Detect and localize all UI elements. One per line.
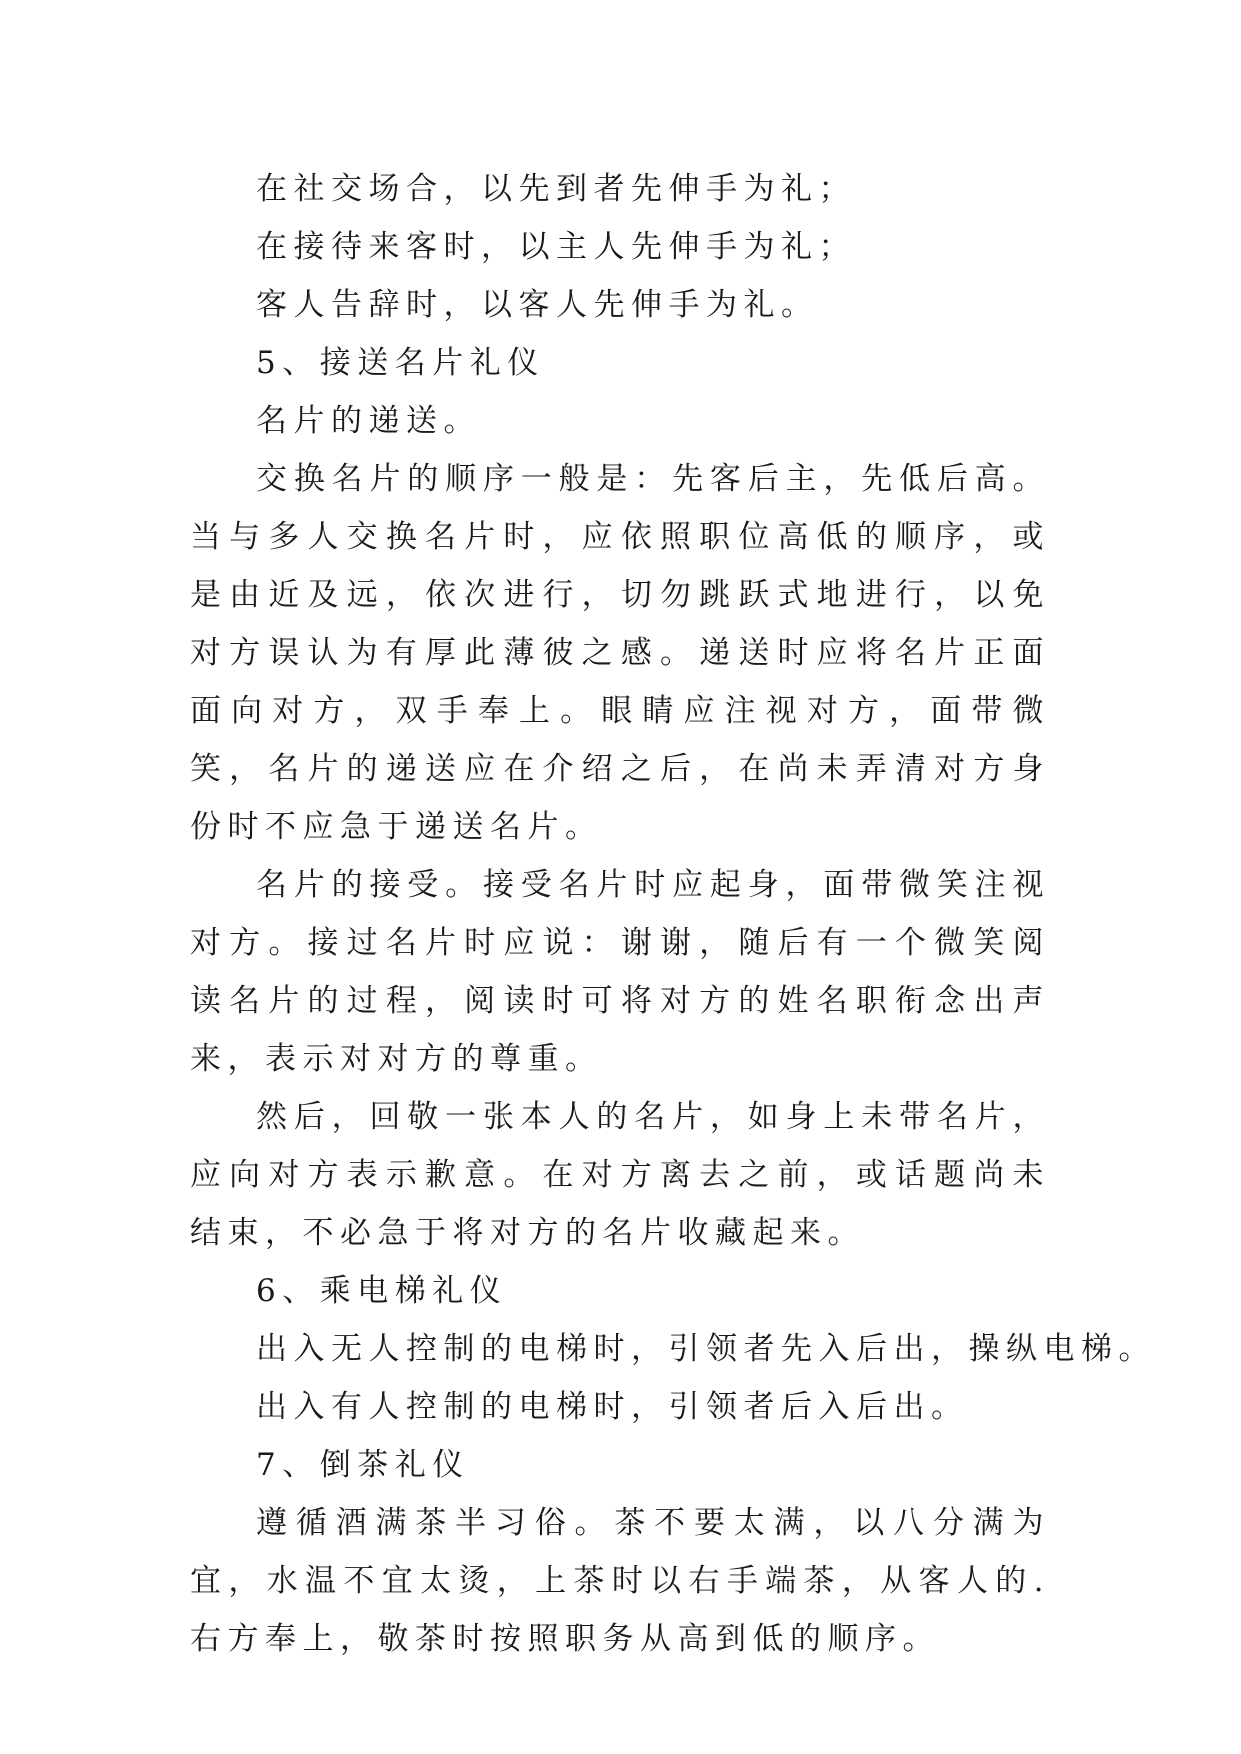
paragraph-card-receive: 名片的接受。接受名片时应起身，面带微笑注视对方。接过名片时应说：谢谢，随后有一个微笑阅读名片的过程，阅读时可将对方的姓名职衔念出声来，表示对对方的尊重。 [190,867,1050,1077]
paragraph-tea: 遵循酒满茶半习俗。茶不要太满，以八分满为宜，水温不宜太烫，上茶时以右手端茶，从客人的.右方奉上，敬茶时按照职务从高到低的顺序。 [190,1505,1050,1657]
paragraph-card-return: 然后，回敬一张本人的名片，如身上未带名片，应向对方表示歉意。在对方离去之前，或话题尚未结束，不必急于将对方的名片收藏起来。 [190,1099,1050,1251]
paragraph-card-exchange: 交换名片的顺序一般是：先客后主，先低后高。当与多人交换名片时，应依照职位高低的顺序，或是由近及远，依次进行，切勿跳跃式地进行，以免对方误认为有厚此薄彼之感。递送时应将名片正面面向对方，双手奉上。眼睛应注视对方，面带微笑，名片的递送应在介绍之后，在尚未弄清对方身份时不应急于递送名片。 [190,461,1050,845]
text-line-social-handshake: 在社交场合，以先到者先伸手为礼； [256,171,856,207]
text-line-guest-farewell: 客人告辞时，以客人先伸手为礼。 [256,287,819,323]
text-line-unattended-elevator: 出入无人控制的电梯时，引领者先入后出，操纵电梯。 [256,1331,1156,1367]
text-line-host-handshake: 在接待来客时，以主人先伸手为礼； [256,229,856,265]
subheading-card-delivery: 名片的递送。 [256,403,481,439]
section-heading-business-card: 5、接送名片礼仪 [256,345,545,381]
section-heading-elevator: 6、乘电梯礼仪 [256,1273,508,1309]
section-heading-tea: 7、倒茶礼仪 [256,1447,470,1483]
text-line-attended-elevator: 出入有人控制的电梯时，引领者后入后出。 [256,1389,969,1425]
document-body [190,160,1156,1668]
